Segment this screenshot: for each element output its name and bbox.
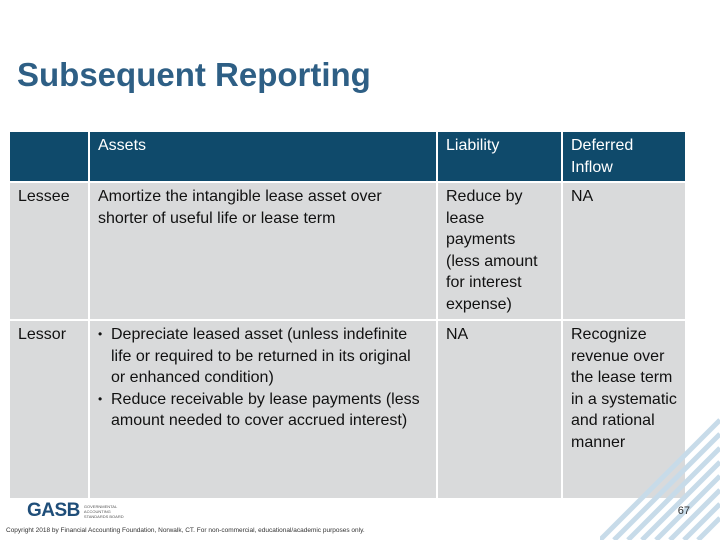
header-liability: Liability: [437, 131, 562, 182]
bullet-icon: •: [98, 327, 103, 341]
reporting-table: [8, 130, 687, 500]
decorative-stripes: [600, 400, 720, 540]
gasb-logo: [27, 500, 124, 522]
table-header-row: [9, 131, 686, 182]
logo-mark: GASB: [27, 500, 80, 521]
lessee-assets-cell: Amortize the intangible lease asset over shorter of useful life or lease term: [89, 182, 437, 320]
table-row-lessor: [9, 320, 686, 499]
table-row-lessee: [9, 182, 686, 320]
lessee-liability-cell: Reduce by lease payments (less amount for interest expense): [437, 182, 562, 320]
logo-subtext: GOVERNMENTAL ACCOUNTING STANDARDS BOARD: [83, 503, 124, 519]
row-label-lessor: Lessor: [9, 320, 89, 499]
bullet-text: Reduce receivable by lease payments (less amount needed to cover accrued interest): [111, 390, 420, 429]
header-deferred-inflow: Deferred Inflow: [562, 131, 686, 182]
header-assets: Assets: [89, 131, 437, 182]
list-item: [98, 389, 428, 432]
lessor-deferred-inflow-cell: Recognize revenue over the lease term in a systematic and rational manner: [562, 320, 686, 499]
page-number: 67: [677, 505, 690, 517]
header-blank: [9, 131, 89, 182]
copyright-notice: Copyright 2018 by Financial Accounting Foundation, Norwalk, CT. For non-commercial, educational/academic purposes only.: [6, 527, 365, 534]
slide-title: Subsequent Reporting: [17, 56, 371, 93]
lessee-deferred-inflow-cell: NA: [562, 182, 686, 320]
bullet-icon: •: [98, 391, 103, 406]
bullet-text: Depreciate leased asset (unless indefinite life or required to be returned in its original or enhanced condition): [111, 326, 411, 386]
lessor-assets-cell: [89, 320, 437, 499]
lessor-assets-list: [98, 324, 428, 432]
row-label-lessee: Lessee: [9, 182, 89, 320]
lessor-liability-cell: NA: [437, 320, 562, 499]
list-item: [98, 324, 428, 389]
